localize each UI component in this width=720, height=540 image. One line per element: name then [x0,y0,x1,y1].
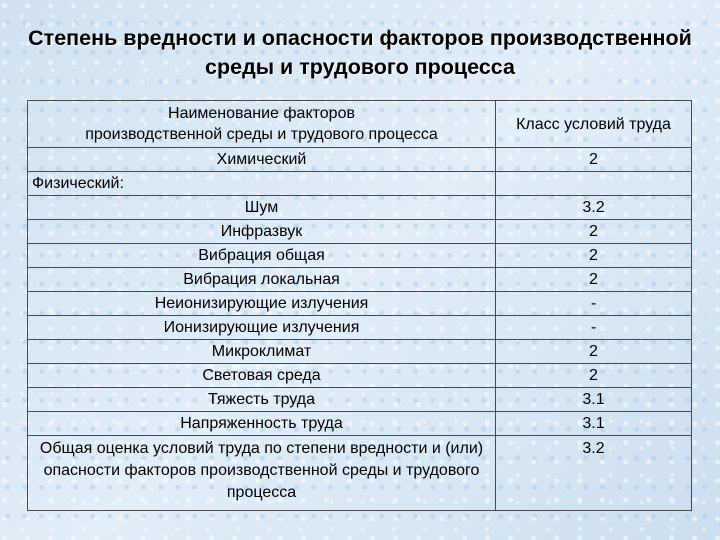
class-cell: 3.2 [496,196,692,220]
class-cell: 2 [496,364,692,388]
table-row [28,292,692,316]
class-cell: 3.1 [496,388,692,412]
factor-cell: Вибрация общая [28,244,496,268]
total-factor-cell: Общая оценка условий труда по степени вредности и (или) опасности факторов производственной среды и трудового процесса [28,436,496,511]
table-body [28,148,692,511]
header-class-cell: Класс условий труда [496,101,692,148]
factor-cell: Напряженность труда [28,412,496,436]
factors-table [27,100,692,511]
class-cell: 3.1 [496,412,692,436]
title-line-2: среды и трудового процесса [205,55,515,79]
table-row [28,196,692,220]
class-cell: 2 [496,340,692,364]
factor-cell: Шум [28,196,496,220]
table-row [28,268,692,292]
class-cell: 2 [496,220,692,244]
title-line-1: Степень вредности и опасности факторов производственной [28,26,692,50]
table-row [28,316,692,340]
table-row [28,364,692,388]
factor-cell: Химический [28,148,496,172]
factor-cell: Ионизирующие излучения [28,316,496,340]
table-row [28,220,692,244]
table-header-row [28,101,692,148]
total-row [28,436,692,511]
factor-cell: Неионизирующие излучения [28,292,496,316]
table-row [28,388,692,412]
header-factor-line-2: производственной среды и трудового процесса [85,126,438,143]
table-row [28,148,692,172]
header-factor-line-1: Наименование факторов [168,105,355,122]
class-cell [496,172,692,196]
class-cell: 2 [496,148,692,172]
class-cell: - [496,316,692,340]
table-row [28,244,692,268]
class-cell: 2 [496,268,692,292]
table-row [28,412,692,436]
factor-cell: Микроклимат [28,340,496,364]
factor-cell: Световая среда [28,364,496,388]
header-factor-cell [28,101,496,148]
factor-cell: Физический: [28,172,496,196]
factor-cell: Инфразвук [28,220,496,244]
class-cell: - [496,292,692,316]
class-cell: 2 [496,244,692,268]
total-class-cell: 3.2 [496,436,692,511]
factor-cell: Тяжесть труда [28,388,496,412]
page-title [20,24,700,82]
table-row [28,340,692,364]
table-row [28,172,692,196]
factor-cell: Вибрация локальная [28,268,496,292]
